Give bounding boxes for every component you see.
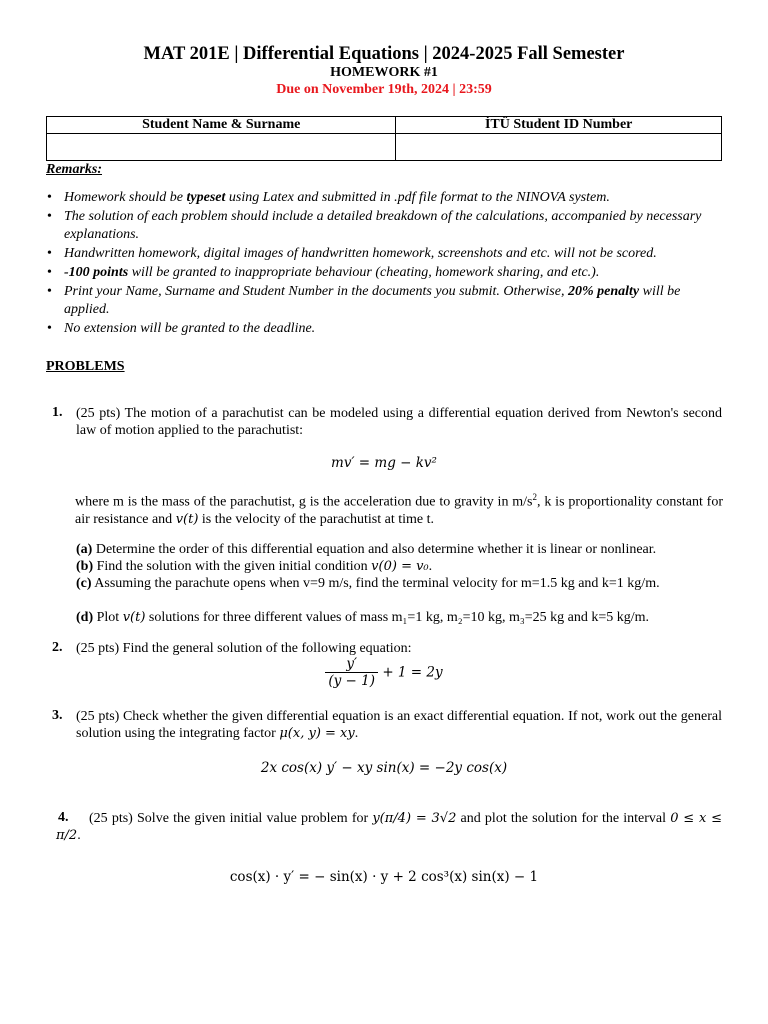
problem-2-text: (25 pts) Find the general solution of the following equation: (76, 641, 412, 656)
problem-2-number: 2. (52, 640, 63, 655)
due-date: Due on November 19th, 2024 | 23:59 (276, 82, 492, 97)
problem-1a: (a) Determine the order of this differential equation and also determine whether it is linear or nonlinear. (76, 542, 657, 557)
problem-1c: (c) Assuming the parachute opens when v=9 m/s, find the terminal velocity for m=1.5 kg and k=1 kg/m. (76, 576, 660, 591)
remark-item: • Handwritten homework, digital images of handwritten homework, screenshots and etc. will not be scored. (46, 245, 722, 263)
problem-3-text: (25 pts) Check whether the given differential equation is an exact differential equation. If not, work out the general solution using the integrating factor μ(x, y) = xy. (76, 709, 722, 741)
problem-1d: (d) Plot v(t) solutions for three different values of mass m₁=1 kg, m₂=10 kg, m₃=25 kg and k=5 kg/m. (76, 610, 650, 625)
name-cell[interactable] (47, 134, 396, 161)
remarks-heading: Remarks: (46, 162, 102, 177)
problem-3-number: 3. (52, 708, 63, 723)
problem-1-equation: mv′ = mg − kv² (331, 455, 437, 471)
problem-4-equation: cos(x) · y′ = − sin(x) · y + 2 cos³(x) sin(x) − 1 (229, 869, 539, 885)
remark-item: • The solution of each problem should include a detailed breakdown of the calculations, accompanied by necessary explanations. (46, 208, 722, 244)
course-title: MAT 201E | Differential Equations | 2024-2025 Fall Semester (143, 44, 625, 64)
homework-label: HOMEWORK #1 (330, 65, 438, 80)
problem-3-equation: 2x cos(x) y′ − xy sin(x) = −2y cos(x) (260, 760, 508, 776)
problems-heading: PROBLEMS (46, 359, 125, 374)
remark-item: • -100 points will be granted to inappropriate behaviour (cheating, homework sharing, and etc.). (46, 264, 722, 282)
problem-1-where: where m is the mass of the parachutist, g is the acceleration due to gravity in $m/s^2$, k is proportionality constant for air resistance and v(t) is the velocity of the parachutist at time t. (75, 492, 723, 527)
name-column-header: Student Name & Surname (47, 117, 396, 134)
problem-4-text: (25 pts) Solve the given initial value problem for y(π/4) = 3√2 and plot the solution for the interval 0 ≤ x ≤ π/2. (56, 811, 723, 843)
remark-item: • Print your Name, Surname and Student Number in the documents you submit. Otherwise, 20% penalty will be applied. (46, 283, 722, 319)
remark-item: • No extension will be granted to the deadline. (46, 320, 722, 338)
remark-item: • Homework should be typeset using Latex and submitted in .pdf file format to the NINOVA system. (46, 189, 722, 207)
problem-2-equation: $\frac{y'}{(y - 1)}$ + 1 = 2y (0, 656, 768, 689)
problem-1-number: 1. (52, 405, 63, 420)
id-column-header: İTÜ Student ID Number (396, 117, 722, 134)
problem-4-number: 4. (58, 810, 69, 825)
fraction: $\frac{y'}{(y - 1)}$ (325, 656, 378, 689)
problem-1-intro: (25 pts) The motion of a parachutist can be modeled using a differential equation derived from Newton's second law of motion applied to the parachutist: (76, 406, 722, 438)
id-cell[interactable] (396, 134, 722, 161)
remarks-list (46, 189, 722, 338)
student-info-table (46, 116, 722, 161)
problem-1b: (b) Find the solution with the given initial condition v(0) = v₀. (76, 559, 433, 574)
